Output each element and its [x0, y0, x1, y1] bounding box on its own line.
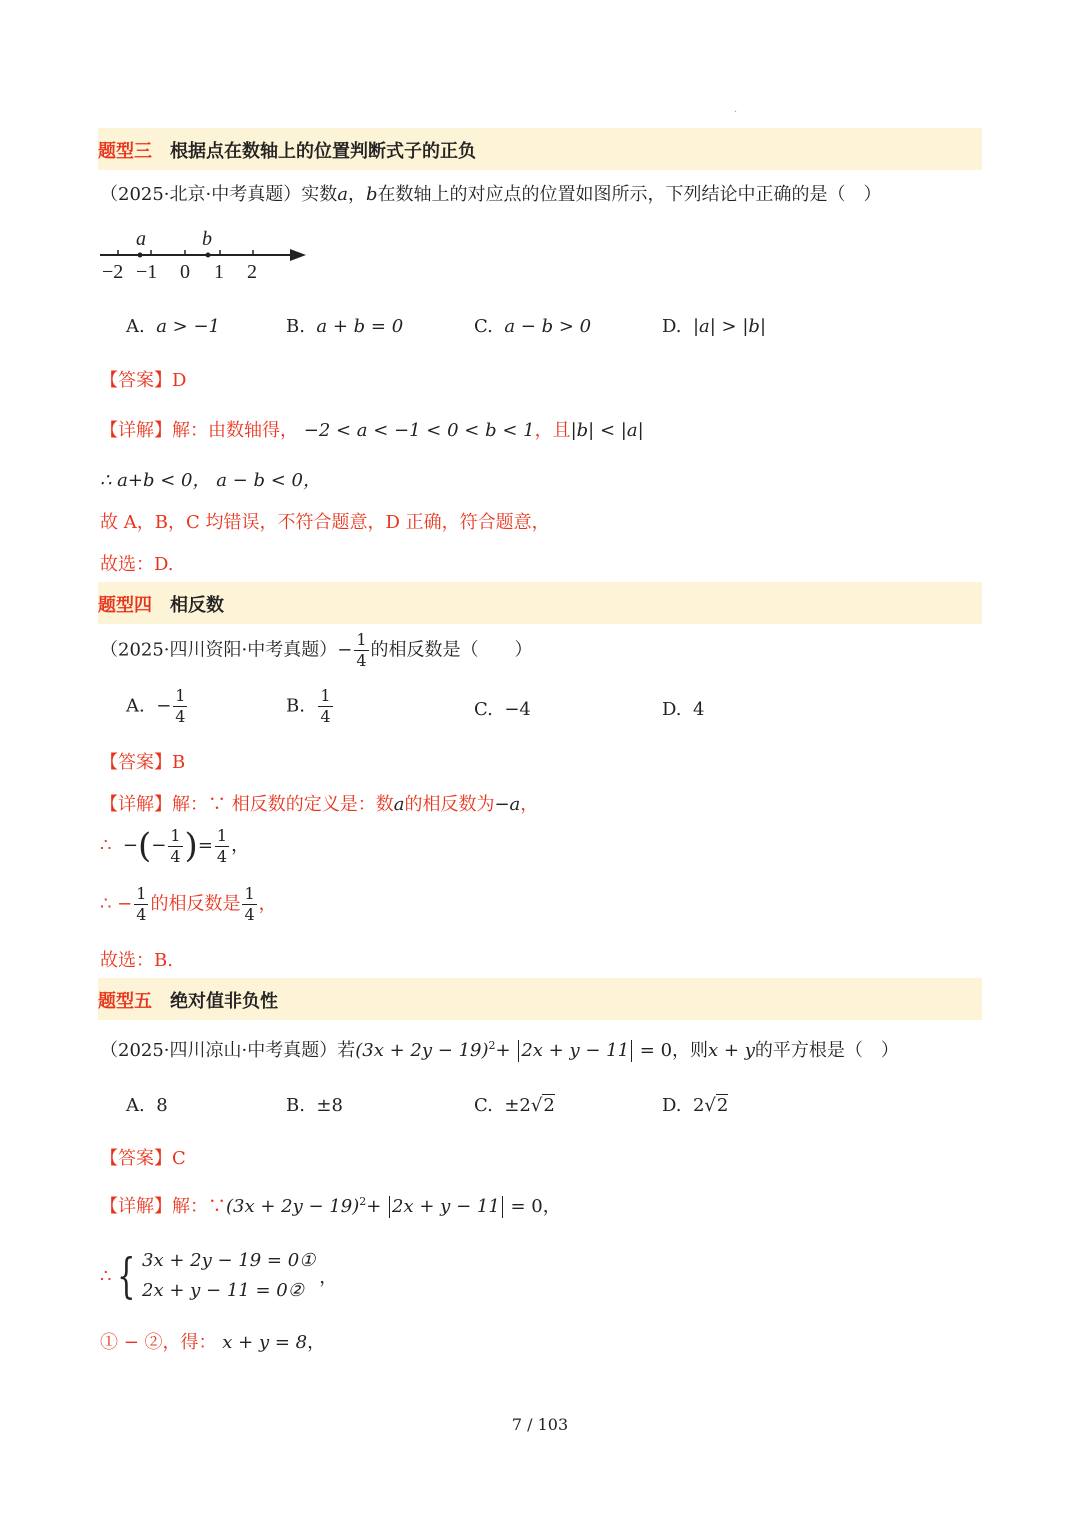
option-a: A. − $\frac{1}{4}$ — [126, 686, 186, 726]
detail-4-line-4: 故选：B. — [100, 950, 173, 971]
section-tag: 题型四 — [98, 595, 152, 616]
section-banner-4 — [98, 582, 982, 624]
section-banner-3 — [98, 128, 982, 170]
section-title: 绝对值非负性 — [170, 991, 278, 1012]
tick-label: −1 — [136, 261, 158, 283]
section-title: 相反数 — [170, 595, 224, 616]
detail-3-line-1: 【详解】解：由数轴得， −2 < a < −1 < 0 < b < 1，且|b| < |a| — [100, 420, 644, 441]
stray-dot: . — [734, 104, 738, 115]
detail-3-line-4: 故选：D. — [100, 554, 174, 575]
option-a: A. a > −1 — [126, 316, 220, 337]
answer-4: 【答案】B — [100, 752, 186, 773]
tick-label: 1 — [214, 261, 224, 283]
option-b: B. ±8 — [286, 1095, 343, 1116]
detail-4-line-1: 【详解】解：∵ 相反数的定义是：数a的相反数为−a， — [100, 794, 539, 815]
section-tag: 题型三 — [98, 141, 152, 162]
detail-3-line-2: ∴ a+b < 0， a − b < 0， — [100, 470, 321, 491]
option-b: B. a + b = 0 — [286, 316, 404, 337]
section-banner-5 — [98, 978, 982, 1020]
section-tag: 题型五 — [98, 991, 152, 1012]
tick-label: 0 — [180, 261, 190, 283]
option-c: C. a − b > 0 — [474, 316, 592, 337]
question-3: （2025·北京·中考真题）实数a，b在数轴上的对应点的位置如图所示，下列结论中正确的是（ ） — [100, 184, 882, 205]
detail-5-line-1: 【详解】解：∵(3x + 2y − 19)$^2$+ 2x + y − 11 = 0， — [100, 1195, 561, 1217]
label-b: b — [202, 228, 212, 250]
section-title: 根据点在数轴上的位置判断式子的正负 — [170, 141, 476, 162]
option-a: A. 8 — [126, 1095, 168, 1116]
option-c: C. ±2√2 — [474, 1095, 555, 1116]
option-d: D. 2√2 — [662, 1095, 729, 1116]
point-b — [206, 253, 211, 258]
tick-label: 2 — [247, 261, 257, 283]
label-a: a — [136, 228, 146, 250]
option-d: D. 4 — [662, 699, 705, 720]
number-line — [96, 224, 316, 286]
answer-3: 【答案】D — [100, 370, 187, 391]
question-4: （2025·四川资阳·中考真题）− $\frac{1}{4}$ 的相反数是（ ） — [100, 630, 533, 670]
option-b: B. $\frac{1}{4}$ — [286, 686, 331, 726]
detail-5-system: ∴ { 3x + 2y − 19 = 0① 2x + y − 11 = 0② ， — [100, 1248, 338, 1304]
point-a — [138, 253, 143, 258]
option-d: D. |a| > |b| — [662, 316, 767, 337]
detail-3-line-3: 故 A，B，C 均错误，不符合题意，D 正确，符合题意， — [100, 512, 550, 533]
page-number: 7 / 103 — [511, 1415, 569, 1434]
tick-label: −2 — [102, 261, 124, 283]
detail-4-line-3: ∴ − $\frac{1}{4}$ 的相反数是 $\frac{1}{4}$ ， — [100, 884, 277, 924]
detail-4-line-2: ∴ −(− $\frac{1}{4}$ )= $\frac{1}{4}$ ， — [100, 825, 250, 866]
detail-5-line-3: ① − ②，得： x + y = 8， — [100, 1332, 326, 1353]
answer-5: 【答案】C — [100, 1148, 186, 1169]
question-5: （2025·四川凉山·中考真题）若$(3x + 2y - 19)^2+ 2x + y - 11 = 0$，则x + y的平方根是（ ） — [100, 1039, 899, 1061]
option-c: C. −4 — [474, 699, 531, 720]
